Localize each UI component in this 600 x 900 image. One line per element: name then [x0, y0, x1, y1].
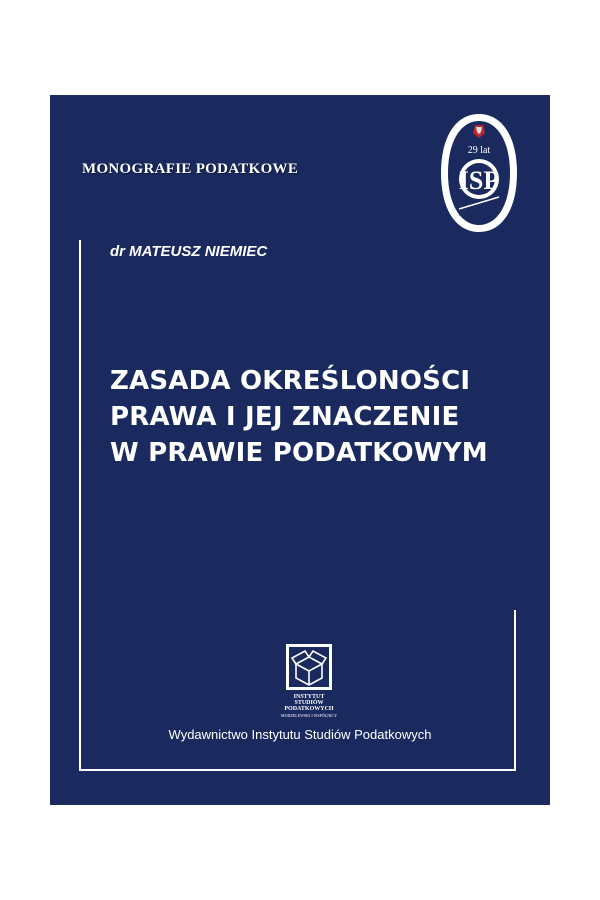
author-name: dr MATEUSZ NIEMIEC [110, 243, 268, 260]
book-title-line-2: PRAWA I JEJ ZNACZENIE [110, 402, 460, 432]
publisher-name: Wydawnictwo Instytutu Studiów Podatkowych [168, 727, 432, 742]
book-title-line-3: W PRAWIE PODATKOWYM [110, 438, 488, 468]
isp-badge [439, 111, 519, 235]
isp-badge-icon [439, 111, 519, 235]
publisher-logo-line-2: STUDIÓW [294, 700, 324, 706]
publisher-logo-line-4: MODZELEWSKI I WSPÓLNICY [281, 713, 337, 718]
frame-line-left [79, 240, 81, 770]
book-title-line-1: ZASADA OKREŚLONOŚCI [110, 366, 471, 396]
publisher-logo-line-3: PODATKOWYCH [284, 706, 334, 712]
badge-years-text: 29 lat [467, 145, 491, 156]
series-title: MONOGRAFIE PODATKOWE [82, 161, 299, 177]
frame-line-bottom [79, 769, 516, 771]
book-cover [50, 95, 550, 805]
frame-line-right [514, 610, 516, 770]
book-title [110, 363, 530, 471]
badge-monogram: ISP [458, 166, 500, 195]
publisher-logo-line-1: INSTYTUT [293, 694, 325, 700]
publisher-logo [272, 642, 346, 720]
